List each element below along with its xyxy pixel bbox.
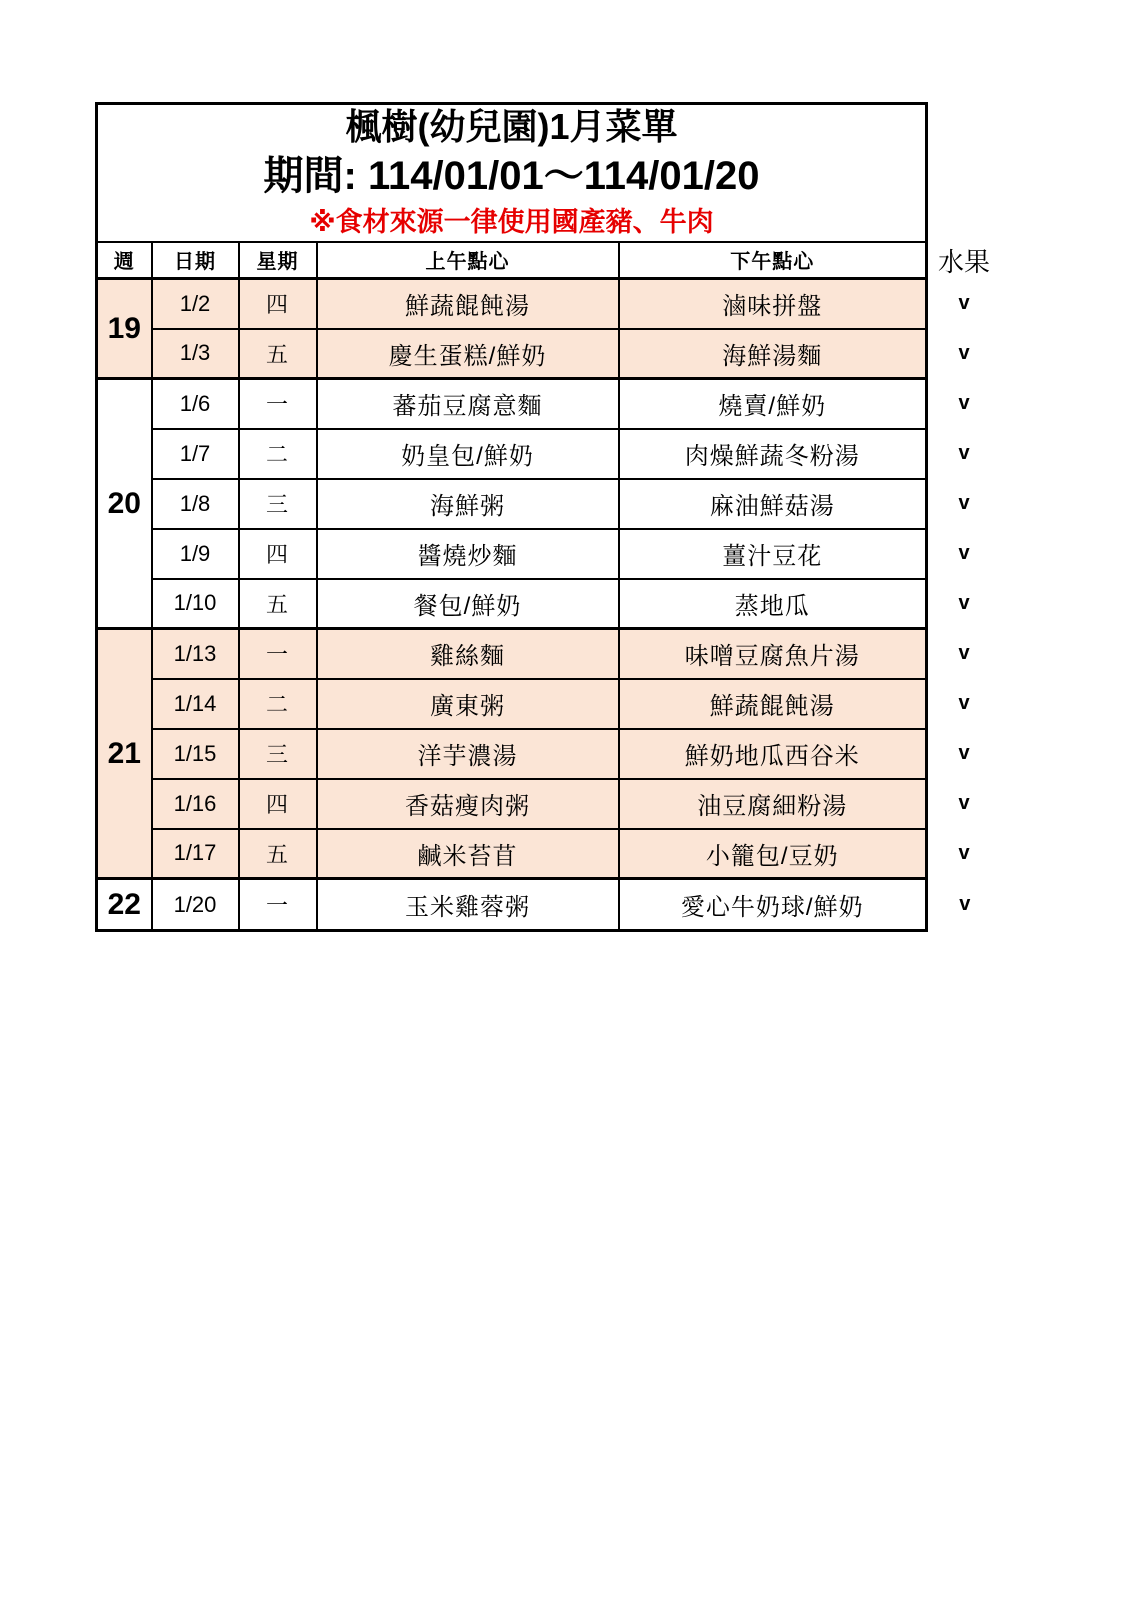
date-cell: 1/9 [152, 529, 239, 579]
week-number: 22 [97, 879, 152, 931]
weekday-cell: 五 [239, 829, 317, 879]
fruit-mark: v [958, 342, 970, 364]
menu-row [97, 329, 1002, 379]
menu-row [97, 379, 1002, 429]
menu-row [97, 829, 1002, 879]
morning-snack-cell: 醬燒炒麵 [317, 529, 619, 579]
weekday-cell: 五 [239, 329, 317, 379]
afternoon-snack-cell: 油豆腐細粉湯 [619, 779, 927, 829]
date-cell: 1/20 [152, 879, 239, 931]
fruit-mark: v [958, 492, 970, 514]
menu-row [97, 579, 1002, 629]
date-cell: 1/13 [152, 629, 239, 679]
date-cell: 1/3 [152, 329, 239, 379]
fruit-mark: v [958, 692, 970, 714]
afternoon-snack-cell: 鮮蔬餛飩湯 [619, 679, 927, 729]
morning-snack-cell: 餐包/鮮奶 [317, 579, 619, 629]
date-cell: 1/15 [152, 729, 239, 779]
menu-row [97, 629, 1002, 679]
morning-snack-cell: 慶生蛋糕/鮮奶 [317, 329, 619, 379]
date-cell: 1/6 [152, 379, 239, 429]
title-row [97, 104, 1002, 242]
weekday-cell: 二 [239, 679, 317, 729]
fruit-mark: v [958, 792, 970, 814]
afternoon-snack-cell: 滷味拼盤 [619, 279, 927, 329]
date-cell: 1/16 [152, 779, 239, 829]
menu-table [95, 102, 1003, 932]
morning-snack-cell: 鮮蔬餛飩湯 [317, 279, 619, 329]
header-weekday: 星期 [239, 242, 317, 279]
menu-row [97, 779, 1002, 829]
fruit-mark: v [958, 592, 970, 614]
header-date: 日期 [152, 242, 239, 279]
afternoon-snack-cell: 麻油鮮菇湯 [619, 479, 927, 529]
fruit-mark: v [958, 842, 970, 864]
date-cell: 1/8 [152, 479, 239, 529]
header-morning-snack: 上午點心 [317, 242, 619, 279]
fruit-mark: v [958, 642, 970, 664]
weekday-cell: 四 [239, 279, 317, 329]
fruit-mark: v [958, 542, 970, 564]
afternoon-snack-cell: 肉燥鮮蔬冬粉湯 [619, 429, 927, 479]
header-afternoon-snack: 下午點心 [619, 242, 927, 279]
week-number: 21 [97, 629, 152, 879]
week-number: 20 [97, 379, 152, 629]
weekday-cell: 二 [239, 429, 317, 479]
fruit-mark: v [959, 893, 971, 915]
week-number: 19 [97, 279, 152, 379]
morning-snack-cell: 蕃茄豆腐意麵 [317, 379, 619, 429]
menu-row [97, 529, 1002, 579]
date-cell: 1/10 [152, 579, 239, 629]
menu-row [97, 879, 1002, 931]
weekday-cell: 一 [239, 379, 317, 429]
fruit-mark: v [958, 392, 970, 414]
header-fruit: 水果 [938, 246, 991, 277]
weekday-cell: 三 [239, 729, 317, 779]
morning-snack-cell: 鹹米苔苜 [317, 829, 619, 879]
afternoon-snack-cell: 小籠包/豆奶 [619, 829, 927, 879]
fruit-mark: v [958, 742, 970, 764]
menu-row [97, 279, 1002, 329]
menu-row [97, 729, 1002, 779]
afternoon-snack-cell: 海鮮湯麵 [619, 329, 927, 379]
afternoon-snack-cell: 味噌豆腐魚片湯 [619, 629, 927, 679]
menu-row [97, 429, 1002, 479]
afternoon-snack-cell: 薑汁豆花 [619, 529, 927, 579]
menu-title: 楓樹(幼兒園)1月菜單 [345, 106, 678, 147]
title-block [97, 104, 927, 242]
morning-snack-cell: 海鮮粥 [317, 479, 619, 529]
date-cell: 1/7 [152, 429, 239, 479]
weekday-cell: 五 [239, 579, 317, 629]
morning-snack-cell: 玉米雞蓉粥 [317, 879, 619, 931]
weekday-cell: 四 [239, 779, 317, 829]
header-row [97, 242, 1002, 279]
header-week: 週 [97, 242, 152, 279]
afternoon-snack-cell: 愛心牛奶球/鮮奶 [619, 879, 927, 931]
morning-snack-cell: 廣東粥 [317, 679, 619, 729]
date-cell: 1/14 [152, 679, 239, 729]
morning-snack-cell: 奶皇包/鮮奶 [317, 429, 619, 479]
afternoon-snack-cell: 鮮奶地瓜西谷米 [619, 729, 927, 779]
menu-period: 期間: 114/01/01～114/01/20 [263, 154, 760, 198]
date-cell: 1/2 [152, 279, 239, 329]
weekday-cell: 一 [239, 879, 317, 931]
morning-snack-cell: 香菇瘦肉粥 [317, 779, 619, 829]
weekday-cell: 三 [239, 479, 317, 529]
fruit-mark: v [958, 292, 970, 314]
menu-row [97, 479, 1002, 529]
morning-snack-cell: 洋芋濃湯 [317, 729, 619, 779]
fruit-mark: v [958, 442, 970, 464]
morning-snack-cell: 雞絲麵 [317, 629, 619, 679]
sourcing-notice: ※食材來源一律使用國產豬、牛肉 [309, 207, 714, 237]
weekday-cell: 一 [239, 629, 317, 679]
menu-row [97, 679, 1002, 729]
afternoon-snack-cell: 蒸地瓜 [619, 579, 927, 629]
title-spacer [927, 104, 1002, 242]
date-cell: 1/17 [152, 829, 239, 879]
afternoon-snack-cell: 燒賣/鮮奶 [619, 379, 927, 429]
weekday-cell: 四 [239, 529, 317, 579]
